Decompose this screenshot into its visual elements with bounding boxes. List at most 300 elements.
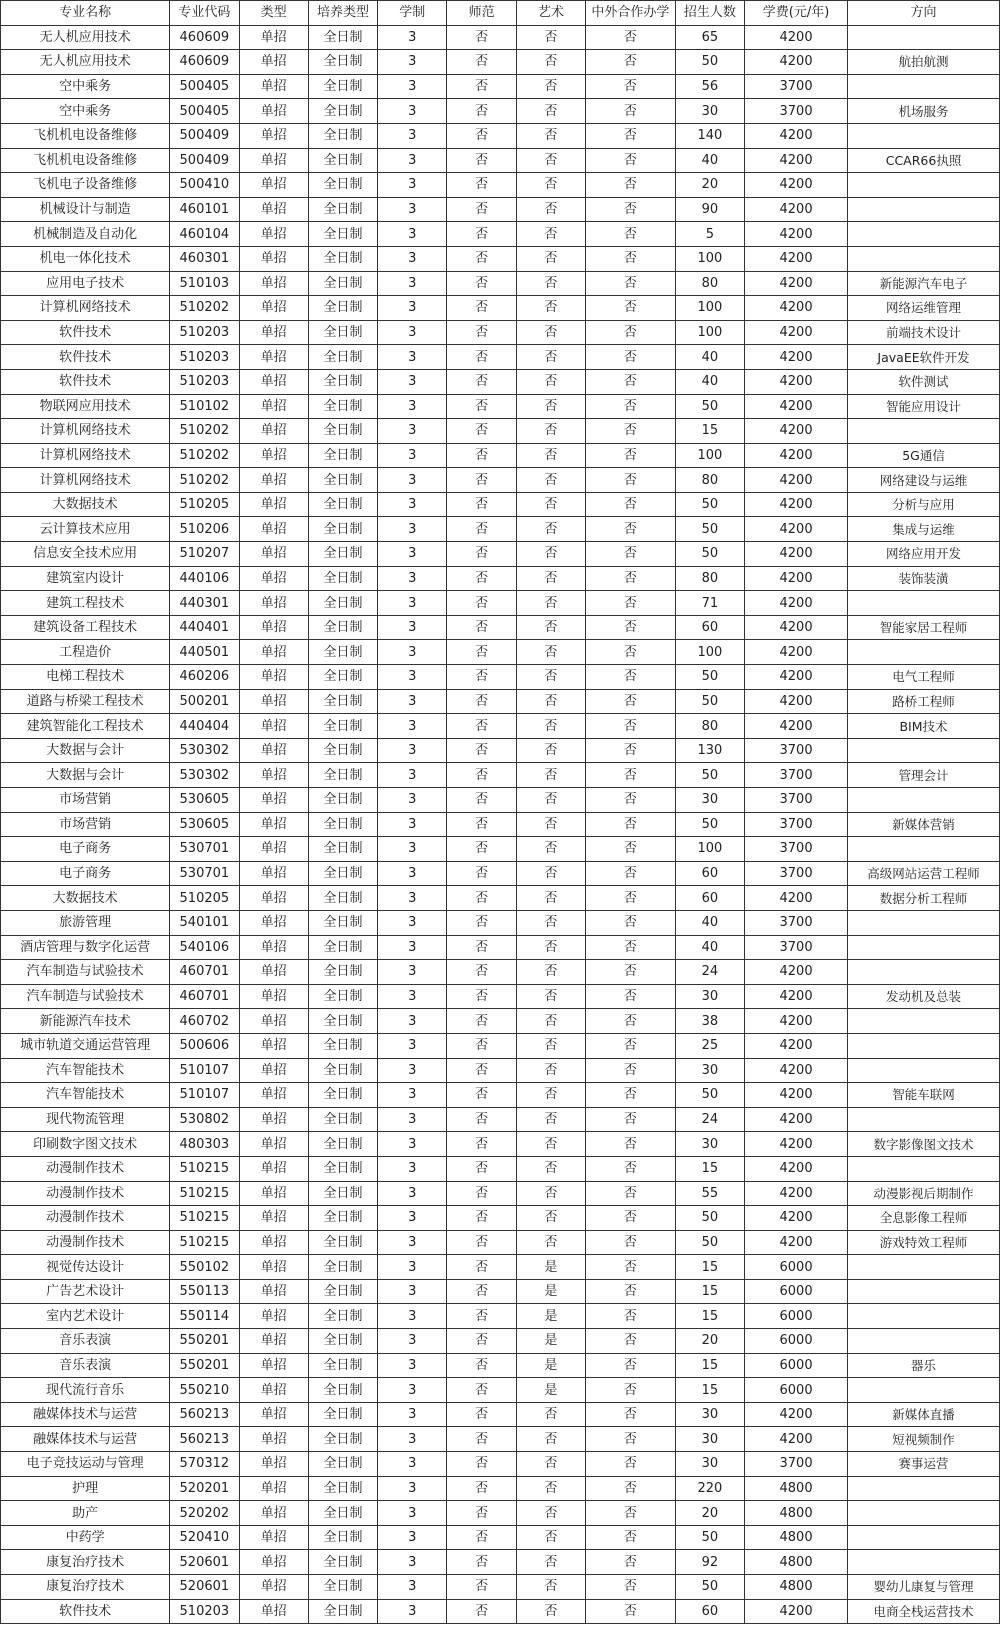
cell-joint-program: 否 <box>586 1132 676 1157</box>
cell-art: 是 <box>516 1378 585 1403</box>
cell-duration: 3 <box>378 886 447 911</box>
cell-type: 单招 <box>239 1525 308 1550</box>
cell-joint-program: 否 <box>586 1255 676 1280</box>
cell-enrollment: 30 <box>675 1452 744 1477</box>
cell-tuition: 4200 <box>745 517 848 542</box>
cell-tuition: 4800 <box>745 1550 848 1575</box>
cell-tuition: 4200 <box>745 173 848 198</box>
cell-major-name: 视觉传达设计 <box>1 1255 170 1280</box>
cell-study-mode: 全日制 <box>308 492 377 517</box>
cell-major-code: 550102 <box>170 1255 239 1280</box>
cell-art: 否 <box>516 1083 585 1108</box>
cell-normal: 否 <box>447 1009 516 1034</box>
cell-joint-program: 否 <box>586 1156 676 1181</box>
cell-normal: 否 <box>447 271 516 296</box>
cell-art: 否 <box>516 246 585 271</box>
cell-normal: 否 <box>447 50 516 75</box>
cell-major-name: 动漫制作技术 <box>1 1181 170 1206</box>
cell-study-mode: 全日制 <box>308 1279 377 1304</box>
cell-major-name: 电子商务 <box>1 837 170 862</box>
table-row <box>1 812 1000 837</box>
cell-major-code: 560213 <box>170 1402 239 1427</box>
cell-study-mode: 全日制 <box>308 566 377 591</box>
cell-joint-program: 否 <box>586 910 676 935</box>
cell-type: 单招 <box>239 960 308 985</box>
cell-duration: 3 <box>378 50 447 75</box>
table-row <box>1 788 1000 813</box>
cell-study-mode: 全日制 <box>308 222 377 247</box>
cell-normal: 否 <box>447 615 516 640</box>
cell-tuition: 4200 <box>745 1181 848 1206</box>
cell-direction: 航拍航测 <box>848 50 1000 75</box>
cell-study-mode: 全日制 <box>308 1402 377 1427</box>
cell-joint-program: 否 <box>586 1501 676 1526</box>
cell-duration: 3 <box>378 1206 447 1231</box>
cell-enrollment: 15 <box>675 1353 744 1378</box>
cell-enrollment: 15 <box>675 1304 744 1329</box>
cell-art: 否 <box>516 1599 585 1624</box>
cell-major-name: 现代流行音乐 <box>1 1378 170 1403</box>
cell-normal: 否 <box>447 1402 516 1427</box>
cell-direction <box>848 1476 1000 1501</box>
cell-tuition: 4200 <box>745 443 848 468</box>
cell-study-mode: 全日制 <box>308 615 377 640</box>
cell-type: 单招 <box>239 1402 308 1427</box>
cell-major-code: 460609 <box>170 25 239 50</box>
cell-art: 否 <box>516 222 585 247</box>
cell-joint-program: 否 <box>586 148 676 173</box>
cell-direction <box>848 1009 1000 1034</box>
cell-art: 否 <box>516 665 585 690</box>
cell-art: 否 <box>516 1550 585 1575</box>
cell-art: 否 <box>516 320 585 345</box>
cell-tuition: 4800 <box>745 1525 848 1550</box>
cell-type: 单招 <box>239 1132 308 1157</box>
cell-major-name: 电子竞技运动与管理 <box>1 1452 170 1477</box>
cell-duration: 3 <box>378 960 447 985</box>
cell-art: 否 <box>516 468 585 493</box>
cell-study-mode: 全日制 <box>308 935 377 960</box>
cell-major-code: 510202 <box>170 419 239 444</box>
cell-duration: 3 <box>378 738 447 763</box>
cell-normal: 否 <box>447 1132 516 1157</box>
cell-type: 单招 <box>239 788 308 813</box>
cell-joint-program: 否 <box>586 886 676 911</box>
cell-joint-program: 否 <box>586 443 676 468</box>
cell-major-name: 云计算技术应用 <box>1 517 170 542</box>
cell-tuition: 4200 <box>745 419 848 444</box>
cell-major-code: 510202 <box>170 443 239 468</box>
cell-normal: 否 <box>447 394 516 419</box>
table-row <box>1 591 1000 616</box>
cell-major-code: 530605 <box>170 812 239 837</box>
cell-direction: 数字影像图文技术 <box>848 1132 1000 1157</box>
cell-joint-program: 否 <box>586 1279 676 1304</box>
table-row <box>1 99 1000 124</box>
cell-joint-program: 否 <box>586 74 676 99</box>
cell-enrollment: 50 <box>675 812 744 837</box>
cell-type: 单招 <box>239 1181 308 1206</box>
cell-major-code: 510205 <box>170 886 239 911</box>
cell-type: 单招 <box>239 591 308 616</box>
cell-major-name: 音乐表演 <box>1 1353 170 1378</box>
cell-normal: 否 <box>447 689 516 714</box>
cell-direction: 新媒体直播 <box>848 1402 1000 1427</box>
cell-normal: 否 <box>447 1083 516 1108</box>
cell-major-code: 520410 <box>170 1525 239 1550</box>
cell-tuition: 4200 <box>745 148 848 173</box>
cell-tuition: 4200 <box>745 1033 848 1058</box>
table-row <box>1 1599 1000 1624</box>
cell-type: 单招 <box>239 1156 308 1181</box>
cell-duration: 3 <box>378 123 447 148</box>
cell-tuition: 4200 <box>745 296 848 321</box>
cell-study-mode: 全日制 <box>308 1378 377 1403</box>
cell-study-mode: 全日制 <box>308 99 377 124</box>
cell-art: 否 <box>516 74 585 99</box>
cell-major-name: 融媒体技术与运营 <box>1 1427 170 1452</box>
cell-art: 否 <box>516 1181 585 1206</box>
table-row <box>1 369 1000 394</box>
cell-tuition: 4200 <box>745 345 848 370</box>
table-row <box>1 197 1000 222</box>
cell-major-name: 软件技术 <box>1 345 170 370</box>
cell-type: 单招 <box>239 861 308 886</box>
cell-study-mode: 全日制 <box>308 74 377 99</box>
cell-normal: 否 <box>447 640 516 665</box>
cell-duration: 3 <box>378 1181 447 1206</box>
cell-duration: 3 <box>378 443 447 468</box>
table-row <box>1 1476 1000 1501</box>
cell-study-mode: 全日制 <box>308 738 377 763</box>
cell-duration: 3 <box>378 1058 447 1083</box>
cell-art: 否 <box>516 591 585 616</box>
cell-enrollment: 60 <box>675 861 744 886</box>
cell-major-name: 空中乘务 <box>1 74 170 99</box>
cell-enrollment: 30 <box>675 99 744 124</box>
cell-normal: 否 <box>447 419 516 444</box>
cell-major-name: 信息安全技术应用 <box>1 542 170 567</box>
cell-major-code: 520601 <box>170 1575 239 1600</box>
table-row <box>1 714 1000 739</box>
cell-normal: 否 <box>447 74 516 99</box>
cell-art: 否 <box>516 615 585 640</box>
table-row <box>1 50 1000 75</box>
cell-major-code: 500405 <box>170 99 239 124</box>
cell-major-code: 530802 <box>170 1107 239 1132</box>
cell-art: 否 <box>516 394 585 419</box>
cell-study-mode: 全日制 <box>308 1550 377 1575</box>
cell-tuition: 3700 <box>745 910 848 935</box>
cell-joint-program: 否 <box>586 25 676 50</box>
cell-direction: 电商全栈运营技术 <box>848 1599 1000 1624</box>
cell-direction <box>848 837 1000 862</box>
cell-type: 单招 <box>239 1501 308 1526</box>
cell-type: 单招 <box>239 123 308 148</box>
cell-normal: 否 <box>447 1427 516 1452</box>
cell-art: 否 <box>516 812 585 837</box>
cell-major-code: 550201 <box>170 1329 239 1354</box>
cell-duration: 3 <box>378 763 447 788</box>
cell-art: 否 <box>516 788 585 813</box>
cell-normal: 否 <box>447 1378 516 1403</box>
cell-type: 单招 <box>239 665 308 690</box>
cell-major-code: 460101 <box>170 197 239 222</box>
cell-tuition: 6000 <box>745 1353 848 1378</box>
cell-joint-program: 否 <box>586 123 676 148</box>
cell-normal: 否 <box>447 542 516 567</box>
cell-study-mode: 全日制 <box>308 1107 377 1132</box>
cell-joint-program: 否 <box>586 1378 676 1403</box>
cell-duration: 3 <box>378 173 447 198</box>
cell-study-mode: 全日制 <box>308 345 377 370</box>
cell-enrollment: 50 <box>675 517 744 542</box>
cell-major-code: 510203 <box>170 320 239 345</box>
cell-enrollment: 40 <box>675 345 744 370</box>
cell-type: 单招 <box>239 1427 308 1452</box>
cell-study-mode: 全日制 <box>308 910 377 935</box>
cell-major-code: 480303 <box>170 1132 239 1157</box>
cell-enrollment: 15 <box>675 1378 744 1403</box>
table-row <box>1 1575 1000 1600</box>
cell-joint-program: 否 <box>586 246 676 271</box>
cell-tuition: 4200 <box>745 542 848 567</box>
cell-major-name: 康复治疗技术 <box>1 1575 170 1600</box>
cell-enrollment: 5 <box>675 222 744 247</box>
cell-type: 单招 <box>239 1476 308 1501</box>
cell-direction: 全息影像工程师 <box>848 1206 1000 1231</box>
cell-normal: 否 <box>447 812 516 837</box>
cell-joint-program: 否 <box>586 468 676 493</box>
cell-major-code: 530302 <box>170 738 239 763</box>
cell-duration: 3 <box>378 689 447 714</box>
cell-enrollment: 90 <box>675 197 744 222</box>
cell-type: 单招 <box>239 50 308 75</box>
cell-duration: 3 <box>378 861 447 886</box>
cell-direction: 赛事运营 <box>848 1452 1000 1477</box>
cell-enrollment: 92 <box>675 1550 744 1575</box>
cell-major-code: 460301 <box>170 246 239 271</box>
cell-enrollment: 24 <box>675 1107 744 1132</box>
table-row <box>1 123 1000 148</box>
cell-tuition: 4200 <box>745 271 848 296</box>
cell-major-name: 大数据与会计 <box>1 738 170 763</box>
table-row <box>1 25 1000 50</box>
cell-major-code: 510215 <box>170 1230 239 1255</box>
cell-direction <box>848 960 1000 985</box>
cell-normal: 否 <box>447 763 516 788</box>
table-row <box>1 1452 1000 1477</box>
cell-art: 否 <box>516 369 585 394</box>
cell-major-name: 动漫制作技术 <box>1 1230 170 1255</box>
cell-art: 否 <box>516 197 585 222</box>
cell-duration: 3 <box>378 1083 447 1108</box>
cell-type: 单招 <box>239 320 308 345</box>
cell-duration: 3 <box>378 148 447 173</box>
cell-type: 单招 <box>239 886 308 911</box>
cell-major-code: 500201 <box>170 689 239 714</box>
header-art: 艺术 <box>516 1 585 26</box>
cell-type: 单招 <box>239 615 308 640</box>
cell-major-name: 应用电子技术 <box>1 271 170 296</box>
cell-art: 否 <box>516 1501 585 1526</box>
cell-duration: 3 <box>378 468 447 493</box>
cell-duration: 3 <box>378 1132 447 1157</box>
cell-type: 单招 <box>239 1452 308 1477</box>
table-row <box>1 837 1000 862</box>
cell-normal: 否 <box>447 1255 516 1280</box>
table-row <box>1 394 1000 419</box>
cell-major-code: 440501 <box>170 640 239 665</box>
cell-major-name: 软件技术 <box>1 1599 170 1624</box>
cell-major-name: 康复治疗技术 <box>1 1550 170 1575</box>
cell-direction: 电气工程师 <box>848 665 1000 690</box>
cell-normal: 否 <box>447 222 516 247</box>
cell-art: 否 <box>516 960 585 985</box>
cell-normal: 否 <box>447 99 516 124</box>
cell-art: 否 <box>516 123 585 148</box>
cell-normal: 否 <box>447 665 516 690</box>
cell-study-mode: 全日制 <box>308 1427 377 1452</box>
header-major-name: 专业名称 <box>1 1 170 26</box>
cell-duration: 3 <box>378 25 447 50</box>
cell-enrollment: 80 <box>675 468 744 493</box>
cell-major-code: 550114 <box>170 1304 239 1329</box>
cell-enrollment: 60 <box>675 615 744 640</box>
cell-tuition: 4800 <box>745 1501 848 1526</box>
cell-normal: 否 <box>447 173 516 198</box>
cell-tuition: 4200 <box>745 1599 848 1624</box>
cell-type: 单招 <box>239 1599 308 1624</box>
cell-major-name: 动漫制作技术 <box>1 1156 170 1181</box>
cell-type: 单招 <box>239 566 308 591</box>
cell-enrollment: 30 <box>675 788 744 813</box>
cell-direction <box>848 197 1000 222</box>
cell-duration: 3 <box>378 1501 447 1526</box>
cell-tuition: 4200 <box>745 123 848 148</box>
cell-tuition: 6000 <box>745 1378 848 1403</box>
cell-study-mode: 全日制 <box>308 50 377 75</box>
cell-art: 否 <box>516 517 585 542</box>
header-duration: 学制 <box>378 1 447 26</box>
cell-direction: 短视频制作 <box>848 1427 1000 1452</box>
cell-joint-program: 否 <box>586 517 676 542</box>
cell-major-name: 城市轨道交通运营管理 <box>1 1033 170 1058</box>
cell-study-mode: 全日制 <box>308 960 377 985</box>
cell-enrollment: 100 <box>675 443 744 468</box>
cell-duration: 3 <box>378 1427 447 1452</box>
cell-normal: 否 <box>447 468 516 493</box>
table-row <box>1 1378 1000 1403</box>
cell-enrollment: 60 <box>675 1599 744 1624</box>
cell-direction <box>848 246 1000 271</box>
cell-art: 否 <box>516 1452 585 1477</box>
cell-art: 是 <box>516 1353 585 1378</box>
table-row <box>1 468 1000 493</box>
cell-art: 否 <box>516 1476 585 1501</box>
cell-direction <box>848 738 1000 763</box>
header-normal: 师范 <box>447 1 516 26</box>
cell-study-mode: 全日制 <box>308 369 377 394</box>
cell-art: 否 <box>516 271 585 296</box>
cell-type: 单招 <box>239 99 308 124</box>
cell-duration: 3 <box>378 345 447 370</box>
table-header <box>1 1 1000 26</box>
cell-normal: 否 <box>447 492 516 517</box>
cell-type: 单招 <box>239 689 308 714</box>
cell-major-name: 计算机网络技术 <box>1 468 170 493</box>
cell-tuition: 4200 <box>745 1083 848 1108</box>
cell-direction: 网络应用开发 <box>848 542 1000 567</box>
cell-normal: 否 <box>447 960 516 985</box>
cell-direction <box>848 1550 1000 1575</box>
cell-joint-program: 否 <box>586 812 676 837</box>
cell-major-code: 510215 <box>170 1156 239 1181</box>
cell-major-code: 460701 <box>170 984 239 1009</box>
cell-major-code: 510107 <box>170 1083 239 1108</box>
cell-duration: 3 <box>378 788 447 813</box>
cell-direction: 数据分析工程师 <box>848 886 1000 911</box>
cell-joint-program: 否 <box>586 1230 676 1255</box>
cell-duration: 3 <box>378 1353 447 1378</box>
cell-tuition: 4200 <box>745 1009 848 1034</box>
cell-major-code: 510102 <box>170 394 239 419</box>
table-row <box>1 1304 1000 1329</box>
cell-joint-program: 否 <box>586 271 676 296</box>
cell-joint-program: 否 <box>586 1476 676 1501</box>
cell-normal: 否 <box>447 1501 516 1526</box>
cell-enrollment: 30 <box>675 984 744 1009</box>
cell-enrollment: 24 <box>675 960 744 985</box>
cell-enrollment: 30 <box>675 1402 744 1427</box>
cell-duration: 3 <box>378 1525 447 1550</box>
cell-type: 单招 <box>239 1255 308 1280</box>
cell-direction <box>848 1107 1000 1132</box>
cell-major-name: 飞机机电设备维修 <box>1 123 170 148</box>
cell-major-name: 市场营销 <box>1 788 170 813</box>
cell-major-code: 440106 <box>170 566 239 591</box>
table-row <box>1 615 1000 640</box>
cell-tuition: 3700 <box>745 935 848 960</box>
cell-direction: 前端技术设计 <box>848 320 1000 345</box>
cell-major-name: 软件技术 <box>1 320 170 345</box>
cell-study-mode: 全日制 <box>308 861 377 886</box>
cell-direction: 网络建设与运维 <box>848 468 1000 493</box>
cell-major-code: 460702 <box>170 1009 239 1034</box>
cell-type: 单招 <box>239 222 308 247</box>
cell-enrollment: 50 <box>675 665 744 690</box>
cell-major-code: 460701 <box>170 960 239 985</box>
cell-type: 单招 <box>239 1083 308 1108</box>
cell-normal: 否 <box>447 1230 516 1255</box>
cell-tuition: 3700 <box>745 837 848 862</box>
cell-study-mode: 全日制 <box>308 197 377 222</box>
cell-normal: 否 <box>447 1476 516 1501</box>
cell-normal: 否 <box>447 1107 516 1132</box>
cell-joint-program: 否 <box>586 173 676 198</box>
cell-direction <box>848 419 1000 444</box>
cell-enrollment: 100 <box>675 246 744 271</box>
cell-enrollment: 15 <box>675 1279 744 1304</box>
cell-study-mode: 全日制 <box>308 1058 377 1083</box>
cell-major-name: 软件技术 <box>1 369 170 394</box>
cell-major-name: 汽车制造与试验技术 <box>1 984 170 1009</box>
cell-joint-program: 否 <box>586 566 676 591</box>
cell-direction <box>848 1156 1000 1181</box>
table-row <box>1 542 1000 567</box>
cell-duration: 3 <box>378 714 447 739</box>
cell-major-code: 520601 <box>170 1550 239 1575</box>
